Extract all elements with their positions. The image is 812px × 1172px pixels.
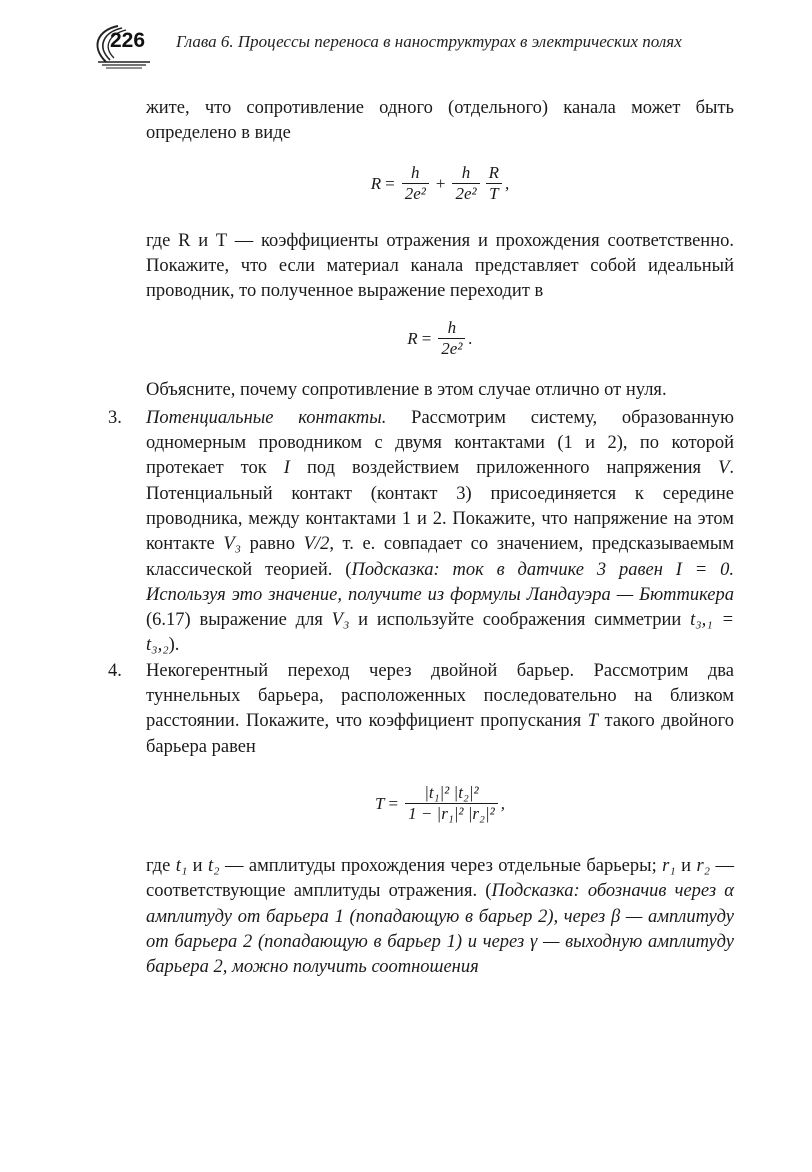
var: V (718, 458, 730, 479)
paragraph-coefficients: где R и T — коэффициенты отражения и прохождения соответственно. Покажите, что если материал канала представляет собой идеальный проводник, то полученное выражение переходит в (146, 230, 734, 302)
var: t₂ (207, 855, 220, 876)
fraction-den: 2e² (402, 183, 429, 204)
formula-lhs: R (370, 173, 382, 193)
paragraph-explain: Объясните, почему сопротивление в этом случае отлично от нуля. (146, 380, 667, 401)
paragraph-intro: жите, что сопротивление одного (отдельного) канала может быть определено в виде (146, 98, 734, 144)
var: r₂ (696, 855, 711, 876)
list-number: 4. (108, 660, 122, 681)
list-number: 3. (108, 407, 122, 428)
hint-text: Подсказка: ток в датчике 3 равен I = 0. Используя это значение, получите из формулы Ландауэра — Бюттикера (146, 559, 735, 605)
item-title: Потенциальные контакты. (146, 407, 387, 428)
fraction (438, 318, 465, 359)
formula-eq: = (385, 173, 395, 193)
var: T (587, 711, 599, 732)
formula-eq: = (388, 794, 399, 814)
text: такого двойного барьера равен (146, 711, 734, 757)
formula-plus: + (435, 173, 446, 193)
formula-resistance (146, 151, 734, 217)
var: r₁ (662, 855, 676, 876)
fraction-num: h (447, 317, 457, 337)
formula-end: , (505, 173, 510, 193)
fraction-term-3 (486, 163, 502, 204)
formula-eq: = (421, 328, 432, 348)
fraction-num: h (411, 163, 420, 183)
fraction-term-1 (402, 163, 429, 204)
text: под воздействием приложенного напряжения (289, 458, 719, 479)
formula-lhs: T (375, 794, 385, 814)
list-item-text (146, 659, 734, 760)
fraction-num: R (488, 163, 500, 183)
formula-end: . (468, 328, 473, 348)
paragraph-amplitudes (146, 854, 734, 980)
fraction-num: |t₁|² |t₂|² (424, 783, 479, 803)
formula-lhs: R (407, 328, 418, 348)
fraction-den: 2e² (438, 338, 465, 359)
text: и (187, 855, 208, 876)
text: — амплитуды прохождения через отдельные барьеры; (219, 855, 663, 876)
list-item-3 (108, 406, 735, 659)
text: равно (241, 534, 304, 555)
formula-end: , (500, 794, 505, 814)
text: (6.17) выражение для (146, 610, 332, 631)
running-title: Глава 6. Процессы переноса в наноструктурах в электрических полях (176, 32, 682, 51)
text: — соответствующие амплитуды отражения. ( (146, 855, 734, 902)
page-header (88, 22, 748, 70)
var: I (283, 458, 290, 479)
fraction-term-2 (452, 163, 479, 204)
page-content (108, 96, 735, 980)
text: Некогерентный переход через двойной барьер. Рассмотрим два туннельных барьера, расположенных последовательно на близком расстоянии. Покажите, что коэффициент пропускания (146, 660, 734, 732)
text: Рассмотрим систему, образованную одномерным проводником с двумя контактами (1 и 2), по которой протекает ток (146, 407, 734, 479)
var: V/2 (303, 534, 330, 555)
var: V₃ (223, 534, 242, 555)
page-number: 226 (110, 29, 146, 52)
text: . Потенциальный контакт (контакт 3) присоединяется к середине проводника, между контактами 1 и 2. Покажите, что напряжение на этом контакте (146, 458, 734, 555)
text: где (146, 855, 176, 876)
text: , т. е. совпадает со значением, предсказываемым классической теорией. ( (146, 534, 735, 580)
hint-text: Подсказка: обозначив через α амплитуду от барьера 1 (попадающую в барьер 2), через β — амплитуду от барьера 2 (попадающую в барьер 1) и через γ — выходную амплитуду барьера 2, можно получить соотношения (146, 881, 734, 978)
text: и используйте соображения симметрии (349, 610, 691, 631)
var: t₁ (175, 855, 188, 876)
fraction (405, 783, 498, 824)
fraction-den: 1 − |r₁|² |r₂|² (405, 803, 498, 824)
var: t₃,₁ = t₃,₂ (146, 610, 734, 656)
formula-ideal-resistance (146, 308, 734, 368)
formula-transmission (146, 764, 734, 844)
fraction-den: T (486, 183, 501, 204)
list-item-text (146, 406, 734, 659)
list-item-4 (108, 659, 734, 760)
text: и (675, 855, 697, 876)
fraction-num: h (461, 163, 471, 183)
var: V₃ (331, 610, 350, 631)
text: ). (168, 635, 180, 656)
fraction-den: 2e² (452, 183, 479, 204)
